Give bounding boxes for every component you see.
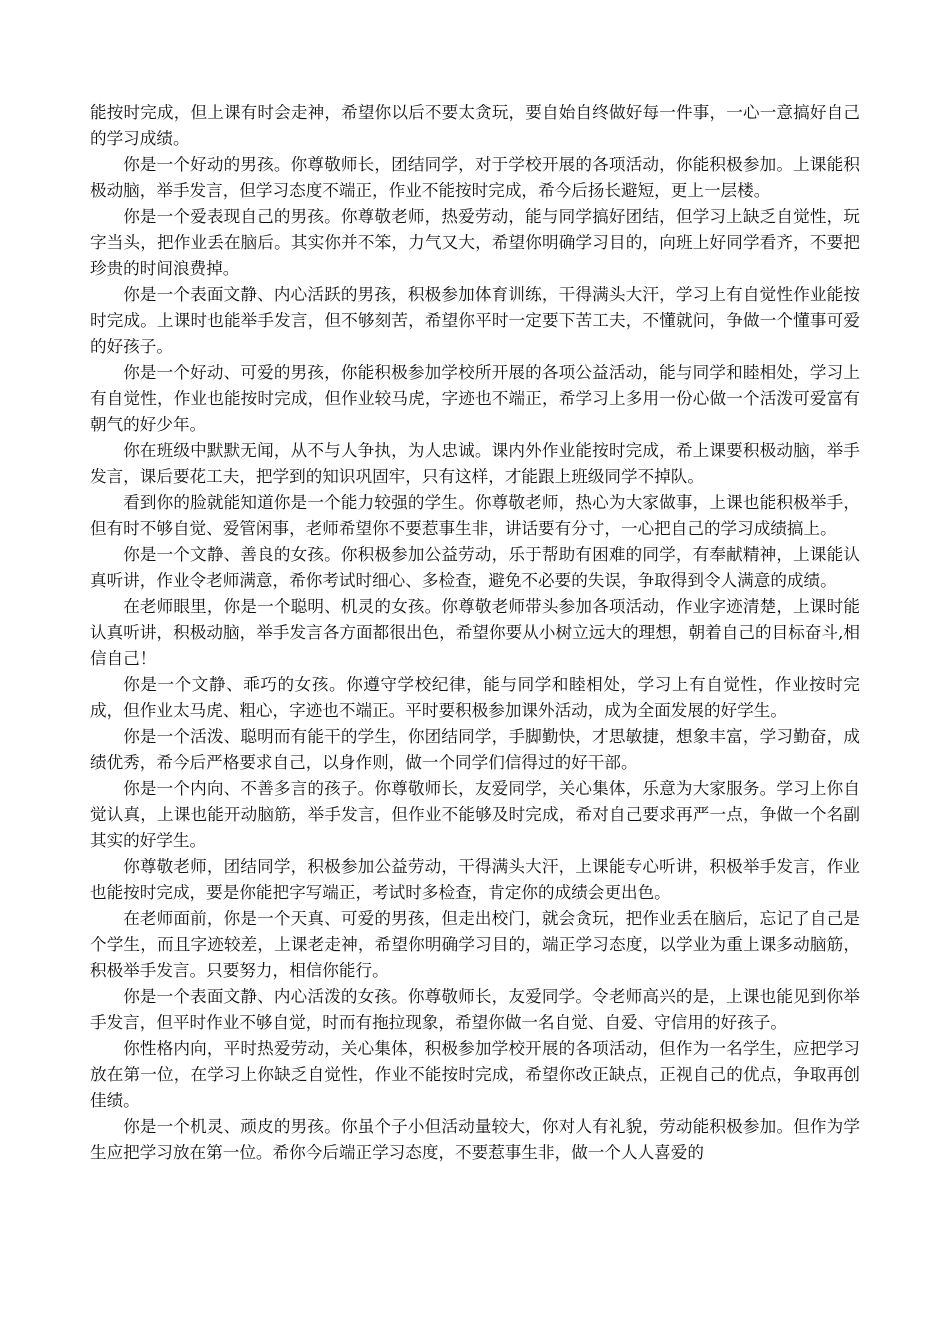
paragraph-comment: 在老师面前，你是一个天真、可爱的男孩，但走出校门，就会贪玩，把作业丢在脑后，忘记了自己是个学生，而且字迹较差，上课老走神，希望你明确学习目的，端正学习态度，以学业为重上课多动脑筋，积极举手发言。只要努力，相信你能行。 [90, 909, 860, 980]
paragraph-continuation: 能按时完成，但上课有时会走神，希望你以后不要太贪玩，要自始自终做好每一件事，一心一意搞好自己的学习成绩。 [90, 103, 860, 148]
paragraph-comment: 你尊敬老师，团结同学，积极参加公益劳动，干得满头大汗，上课能专心听讲，积极举手发言，作业也能按时完成，要是你能把字写端正，考试时多检查，肯定你的成绩会更出色。 [90, 857, 860, 902]
paragraph-comment: 你是一个文静、乖巧的女孩。你遵守学校纪律，能与同学和睦相处，学习上有自觉性，作业按时完成，但作业太马虎、粗心，字迹也不端正。平时要积极参加课外活动，成为全面发展的好学生。 [90, 675, 860, 720]
document-body [90, 100, 860, 1166]
paragraph-comment: 看到你的脸就能知道你是一个能力较强的学生。你尊敬老师，热心为大家做事，上课也能积极举手，但有时不够自觉、爱管闲事，老师希望你不要惹事生非，讲话要有分寸，一心把自己的学习成绩搞上。 [90, 493, 860, 538]
paragraph-comment: 你是一个表面文静、内心活泼的女孩。你尊敬师长，友爱同学。令老师高兴的是，上课也能见到你举手发言，但平时作业不够自觉，时而有拖拉现象，希望你做一名自觉、自爱、守信用的好孩子。 [90, 987, 860, 1032]
paragraph-comment: 你是一个爱表现自己的男孩。你尊敬老师，热爱劳动，能与同学搞好团结，但学习上缺乏自觉性，玩字当头，把作业丢在脑后。其实你并不笨，力气又大，希望你明确学习目的，向班上好同学看齐，不要把珍贵的时间浪费掉。 [90, 207, 860, 278]
paragraph-comment: 你是一个机灵、顽皮的男孩。你虽个子小但活动量较大，你对人有礼貌，劳动能积极参加。但作为学生应把学习放在第一位。希你今后端正学习态度，不要惹事生非，做一个人人喜爱的 [90, 1117, 860, 1162]
paragraph-comment: 你性格内向，平时热爱劳动，关心集体，积极参加学校开展的各项活动，但作为一名学生，应把学习放在第一位，在学习上你缺乏自觉性，作业不能按时完成，希望你改正缺点，正视自己的优点，争取再创佳绩。 [90, 1039, 860, 1110]
paragraph-comment: 你是一个好动的男孩。你尊敬师长，团结同学，对于学校开展的各项活动，你能积极参加。上课能积极动脑，举手发言，但学习态度不端正，作业不能按时完成，希今后扬长避短，更上一层楼。 [90, 155, 860, 200]
paragraph-comment: 你是一个内向、不善多言的孩子。你尊敬师长，友爱同学，关心集体，乐意为大家服务。学习上你自觉认真，上课也能开动脑筋，举手发言，但作业不能够及时完成，希对自己要求再严一点，争做一个名副其实的好学生。 [90, 779, 860, 850]
paragraph-comment: 你是一个活泼、聪明而有能干的学生，你团结同学，手脚勤快，才思敏捷，想象丰富，学习勤奋，成绩优秀，希今后严格要求自己，以身作则，做一个同学们信得过的好干部。 [90, 727, 860, 772]
paragraph-comment: 你是一个好动、可爱的男孩，你能积极参加学校所开展的各项公益活动，能与同学和睦相处，学习上有自觉性，作业也能按时完成，但作业较马虎，字迹也不端正，希学习上多用一份心做一个活泼可爱富有朝气的好少年。 [90, 363, 860, 434]
paragraph-comment: 你在班级中默默无闻，从不与人争执，为人忠诚。课内外作业能按时完成，希上课要积极动脑，举手发言，课后要花工夫，把学到的知识巩固牢，只有这样，才能跟上班级同学不掉队。 [90, 441, 860, 486]
paragraph-comment: 你是一个表面文静、内心活跃的男孩，积极参加体育训练，干得满头大汗，学习上有自觉性作业能按时完成。上课时也能举手发言，但不够刻苦，希望你平时一定要下苦工夫，不懂就问，争做一个懂事可爱的好孩子。 [90, 285, 860, 356]
paragraph-comment: 你是一个文静、善良的女孩。你积极参加公益劳动，乐于帮助有困难的同学，有奉献精神，上课能认真听讲，作业令老师满意，希你考试时细心、多检查，避免不必要的失误，争取得到令人满意的成绩。 [90, 545, 860, 590]
paragraph-comment: 在老师眼里，你是一个聪明、机灵的女孩。你尊敬老师带头参加各项活动，作业字迹清楚，上课时能认真听讲，积极动脑，举手发言各方面都很出色，希望你要从小树立远大的理想，朝着自己的目标奋斗,相信自己！ [90, 597, 860, 668]
